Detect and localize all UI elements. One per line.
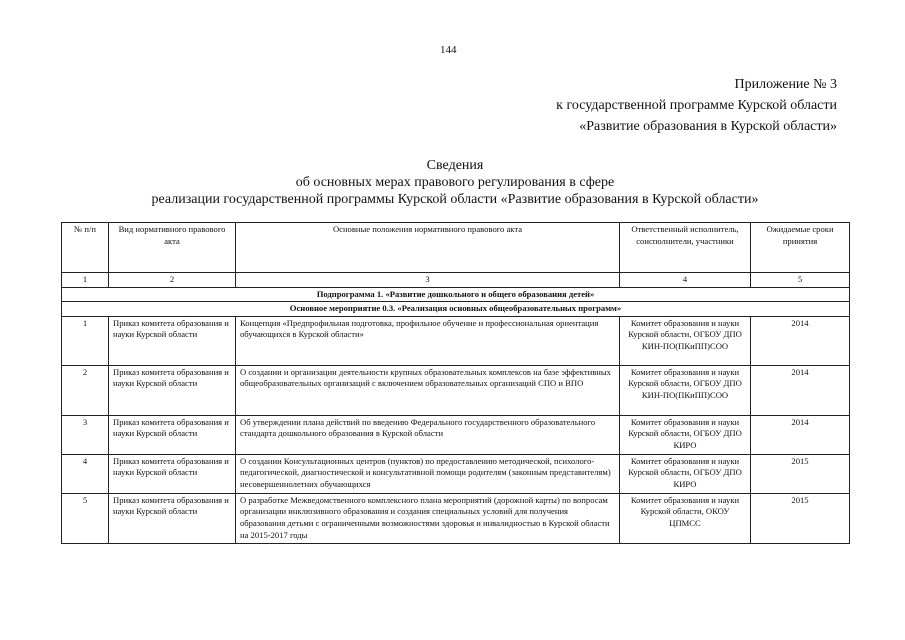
row-executor: Комитет образования и науки Курской области, ОКОУ ЦПМСС: [620, 493, 751, 543]
row-num: 1: [62, 316, 109, 365]
row-act-type: Приказ комитета образования и науки Курской области: [109, 415, 236, 454]
row-executor: Комитет образования и науки Курской области, ОГБОУ ДПО КИН-ПО(ПКиПП)СОО: [620, 316, 751, 365]
row-act-type: Приказ комитета образования и науки Курской области: [109, 316, 236, 365]
header-provisions: Основные положения нормативного правового акта: [236, 223, 620, 273]
subprogram-row: [62, 287, 850, 302]
appendix-line-2: к государственной программе Курской области: [556, 98, 837, 113]
page-number: 144: [440, 44, 457, 56]
row-year: 2015: [751, 493, 850, 543]
row-act-type: Приказ комитета образования и науки Курской области: [109, 493, 236, 543]
column-number-row: [62, 273, 850, 288]
table-row: [62, 415, 850, 454]
table-row: [62, 454, 850, 493]
table-header-row: [62, 223, 850, 273]
row-provisions: О разработке Межведомственного комплексного плана мероприятий (дорожной карты) по вопросам организации инклюзивного образования и создания специальных условий для получения образования детьми с ограниченными возможностями здоровья и инвалидностью в Курской области на 2015-2017 годы: [236, 493, 620, 543]
title-line-1: Сведения: [426, 158, 484, 173]
header-executor: Ответственный исполнитель, соисполнители, участники: [620, 223, 751, 273]
row-provisions: Об утверждении плана действий по введению Федерального государственного образовательного стандарта дошкольного образования в Курской области: [236, 415, 620, 454]
header-num: № п/п: [62, 223, 109, 273]
row-num: 3: [62, 415, 109, 454]
row-year: 2014: [751, 415, 850, 454]
row-act-type: Приказ комитета образования и науки Курской области: [109, 365, 236, 415]
appendix-header: [556, 74, 837, 137]
row-num: 2: [62, 365, 109, 415]
document-title: [60, 157, 850, 208]
header-act-type: Вид нормативного правового акта: [109, 223, 236, 273]
subprogram-title: Подпрограмма 1. «Развитие дошкольного и общего образования детей»: [62, 287, 850, 302]
appendix-line-1: Приложение № 3: [734, 77, 837, 92]
table-row: [62, 365, 850, 415]
row-num: 4: [62, 454, 109, 493]
row-provisions: О создании и организации деятельности крупных образовательных комплексов на базе эффективных общеобразовательных организаций с включением образовательных организаций СПО и ВПО: [236, 365, 620, 415]
row-provisions: О создании Консультационных центров (пунктов) по предоставлению методической, психолого-педагогической, диагностической и консультативной помощи родителям (законным представителям) несовершеннолетних обучающихся: [236, 454, 620, 493]
col-number: 1: [62, 273, 109, 288]
row-executor: Комитет образования и науки Курской области, ОГБОУ ДПО КИРО: [620, 454, 751, 493]
row-num: 5: [62, 493, 109, 543]
row-year: 2014: [751, 316, 850, 365]
header-terms: Ожидаемые сроки принятия: [751, 223, 850, 273]
row-executor: Комитет образования и науки Курской области, ОГБОУ ДПО КИН-ПО(ПКиПП)СОО: [620, 365, 751, 415]
col-number: 5: [751, 273, 850, 288]
col-number: 4: [620, 273, 751, 288]
row-year: 2014: [751, 365, 850, 415]
table-row: [62, 493, 850, 543]
table-row: [62, 316, 850, 365]
row-act-type: Приказ комитета образования и науки Курской области: [109, 454, 236, 493]
row-executor: Комитет образования и науки Курской области, ОГБОУ ДПО КИРО: [620, 415, 751, 454]
main-event-row: [62, 302, 850, 317]
main-event-title: Основное мероприятие 0.3. «Реализация основных общеобразовательных программ»: [62, 302, 850, 317]
title-line-3: реализации государственной программы Курской области «Развитие образования в Курской области»: [151, 192, 759, 207]
col-number: 2: [109, 273, 236, 288]
col-number: 3: [236, 273, 620, 288]
title-line-2: об основных мерах правового регулирования в сфере: [295, 175, 615, 190]
appendix-line-3: «Развитие образования в Курской области»: [579, 119, 837, 134]
regulation-table: [61, 222, 850, 544]
row-year: 2015: [751, 454, 850, 493]
row-provisions: Концепция «Предпрофильная подготовка, профильное обучение и профессиональная ориентация обучающихся в Курской области»: [236, 316, 620, 365]
